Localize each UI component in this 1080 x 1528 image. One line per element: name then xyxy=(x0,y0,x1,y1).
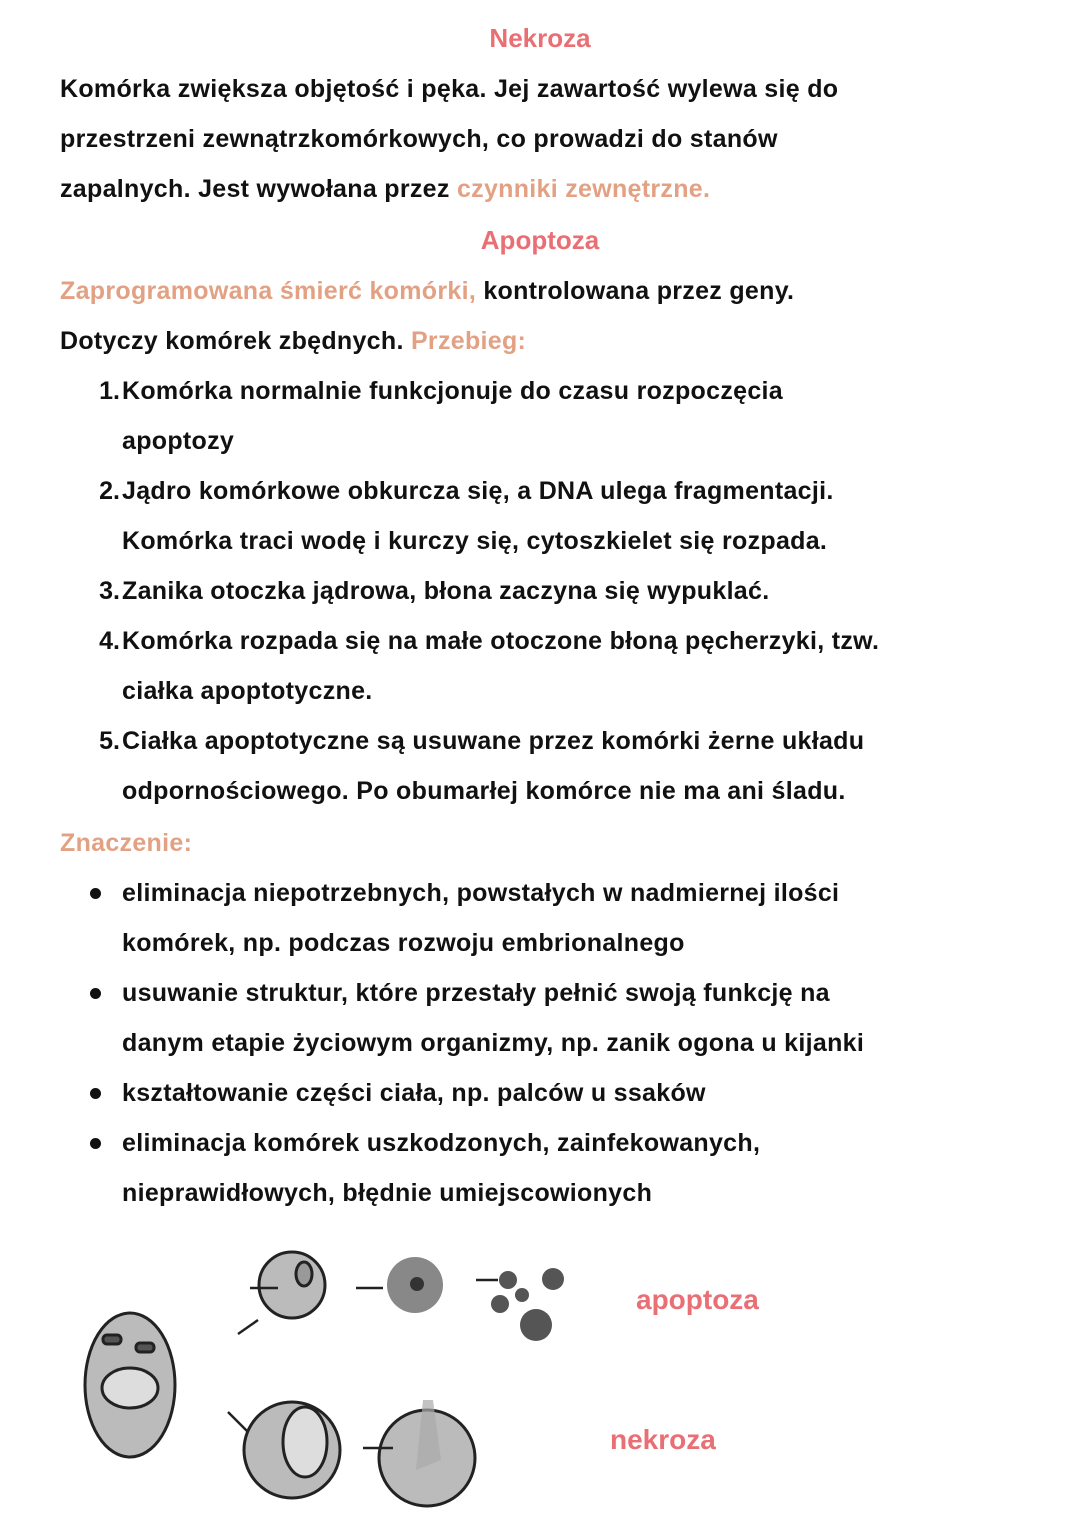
step-text: ciałka apoptotyczne. xyxy=(122,677,373,705)
nekroza-line-3 xyxy=(60,164,710,214)
step-text: Komórka rozpada się na małe otoczone błoną pęcherzyki, tzw. xyxy=(122,627,880,655)
bullet-text: kształtowanie części ciała, np. palców u ssaków xyxy=(122,1079,706,1107)
nekroza-line-2: przestrzeni zewnątrzkomórkowych, co prowadzi do stanów xyxy=(60,125,778,153)
apoptoza-line-2 xyxy=(60,316,526,366)
step-number: 5. xyxy=(99,727,120,755)
step-text: Komórka traci wodę i kurczy się, cytoszkielet się rozpada. xyxy=(122,527,828,555)
apoptoza-definition xyxy=(60,266,794,316)
bullet-text: danym etapie życiowym organizmy, np. zanik ogona u kijanki xyxy=(122,1029,865,1057)
bullet-text: usuwanie struktur, które przestały pełnić swoją funkcję na xyxy=(122,979,830,1007)
step-text: Zanika otoczka jądrowa, błona zaczyna się wypuklać. xyxy=(122,577,770,605)
bullet-text: nieprawidłowych, błędnie umiejscowionych xyxy=(122,1179,653,1207)
step-text: apoptozy xyxy=(122,427,235,455)
bullet-text: komórek, np. podczas rozwoju embrionalnego xyxy=(122,929,685,957)
step-number: 2. xyxy=(99,477,120,505)
bullet-icon xyxy=(90,1088,101,1099)
nekroza-line-3-text: zapalnych. Jest wywołana przez xyxy=(60,175,457,203)
definition-accent: Zaprogramowana śmierć komórki, xyxy=(60,277,477,305)
step-text: odpornościowego. Po obumarłej komórce nie ma ani śladu. xyxy=(122,777,846,805)
step-number: 1. xyxy=(99,377,120,405)
przebieg-label: Przebieg: xyxy=(410,327,527,355)
bullet-icon xyxy=(90,1138,101,1149)
nekroza-accent: czynniki zewnętrzne. xyxy=(456,175,711,203)
step-number: 3. xyxy=(99,577,120,605)
nekroza-heading: Nekroza xyxy=(489,23,591,53)
apoptosis-necrosis-diagram xyxy=(78,1240,598,1528)
label-nekroza: nekroza xyxy=(610,1424,716,1455)
nekroza-line-1: Komórka zwiększa objętość i pęka. Jej zawartość wylewa się do xyxy=(60,75,839,103)
step-text: Komórka normalnie funkcjonuje do czasu rozpoczęcia xyxy=(122,377,783,405)
bullet-text: eliminacja niepotrzebnych, powstałych w nadmiernej ilości xyxy=(122,879,840,907)
step-number: 4. xyxy=(99,627,120,655)
line-2-text: Dotyczy komórek zbędnych. xyxy=(60,327,411,355)
label-apoptoza: apoptoza xyxy=(636,1284,759,1315)
bullet-icon xyxy=(90,988,101,999)
step-text: Ciałka apoptotyczne są usuwane przez komórki żerne układu xyxy=(122,727,865,755)
step-text: Jądro komórkowe obkurcza się, a DNA ulega fragmentacji. xyxy=(122,477,834,505)
apoptoza-heading: Apoptoza xyxy=(480,225,600,255)
apoptotic-bodies xyxy=(491,1268,564,1341)
bullet-icon xyxy=(90,888,101,899)
znaczenie-label: Znaczenie: xyxy=(60,829,193,857)
apoptosis-cell-1 xyxy=(259,1252,325,1318)
apoptosis-shrunken-cell xyxy=(387,1257,443,1313)
definition-rest: kontrolowana przez geny. xyxy=(476,277,795,305)
bullet-text: eliminacja komórek uszkodzonych, zainfekowanych, xyxy=(122,1129,761,1157)
